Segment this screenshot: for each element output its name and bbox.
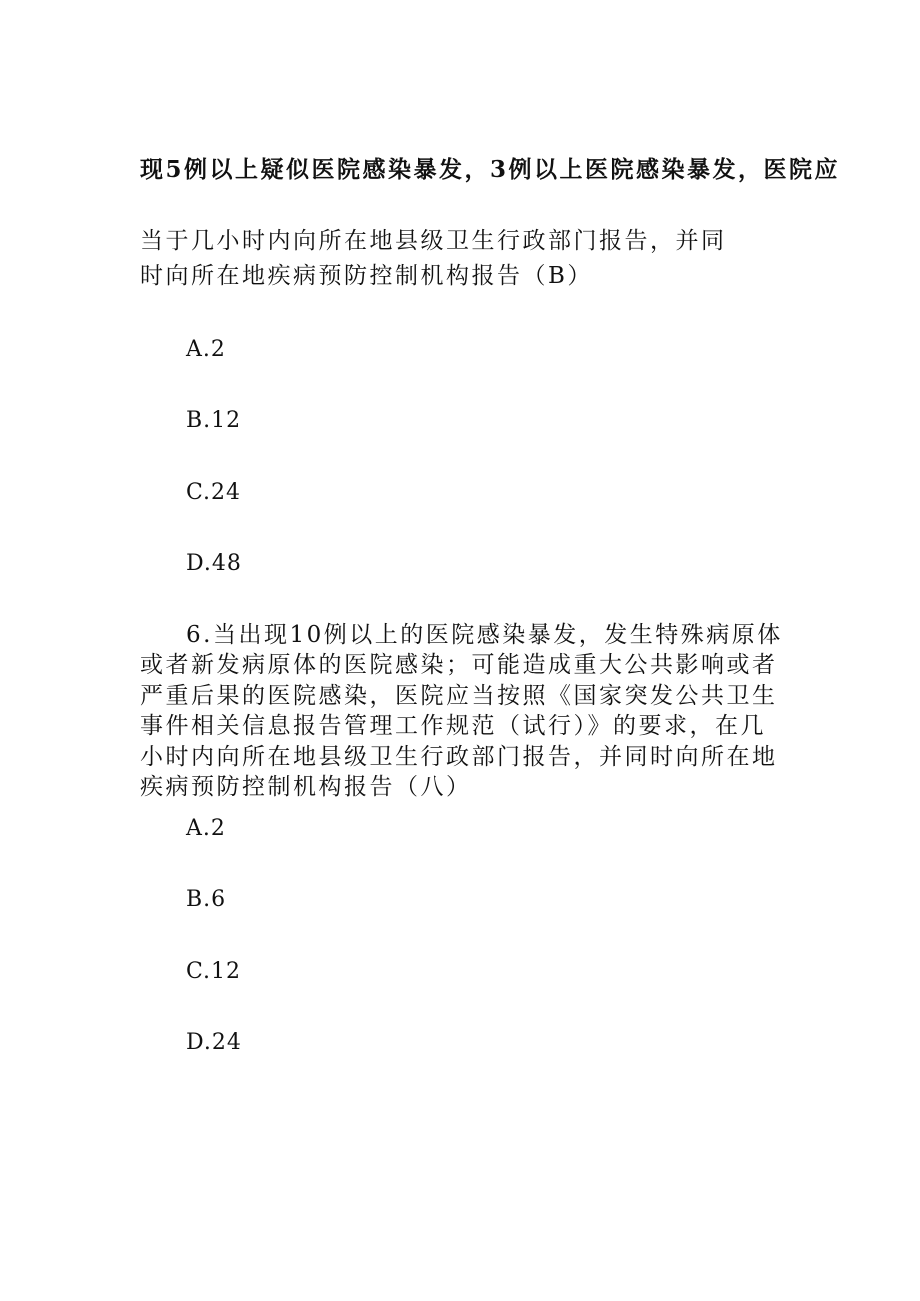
question-6-option-c: C.12 bbox=[186, 959, 242, 984]
question-6-option-d: D.24 bbox=[186, 1030, 242, 1055]
question-6-text: 6.当出现10例以上的医院感染暴发，发生特殊病原体或者新发病原体的医院感染；可能造成重大公共影响或者严重后果的医院感染，医院应当按照《国家突发公共卫生事件相关信息报告管理工作规范（试行）》的要求，在几小时内向所在地县级卫生行政部门报告，并同时向所在地疾病预防控制机构报告（八） bbox=[140, 622, 783, 801]
question-6-option-b: B.6 bbox=[186, 887, 227, 912]
question-5-option-c: C.24 bbox=[186, 480, 242, 505]
question-5-line-3: 时向所在地疾病预防控制机构报告（B） bbox=[140, 263, 593, 289]
question-5-line-1: 现5例以上疑似医院感染暴发，3例以上医院感染暴发，医院应 bbox=[140, 156, 841, 183]
question-5-option-a: A.2 bbox=[186, 337, 226, 362]
question-6-option-a: A.2 bbox=[186, 816, 226, 841]
question-5-option-d: D.48 bbox=[186, 551, 242, 576]
question-5-line-2: 当于几小时内向所在地县级卫生行政部门报告，并同 bbox=[140, 228, 727, 254]
question-5-option-b: B.12 bbox=[186, 408, 242, 433]
